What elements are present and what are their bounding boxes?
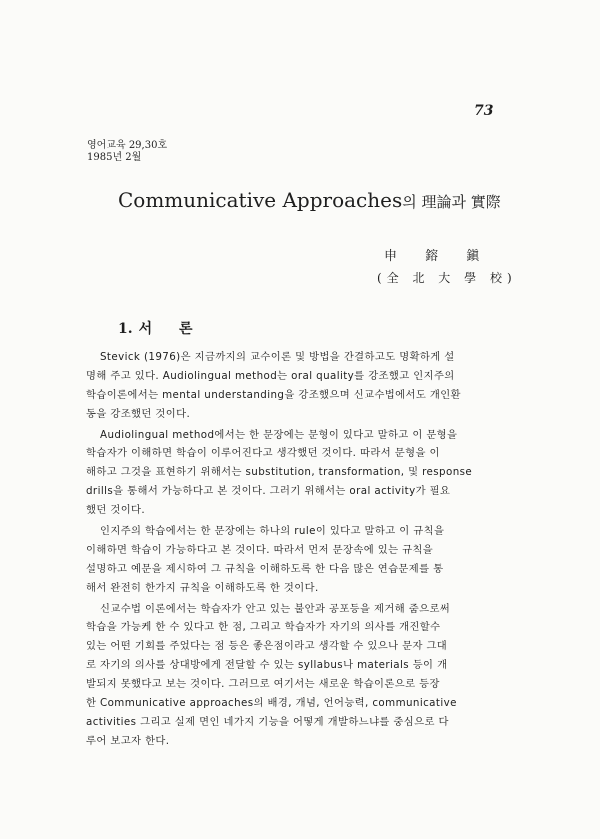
author-affiliation: (全 北 大 學 校): [377, 271, 517, 285]
body-line: 신교수법 이론에서는 학습자가 안고 있는 불안과 공포등을 제거해 줌으로써: [100, 602, 451, 615]
body-line: 루어 보고자 한다.: [86, 734, 170, 747]
body-line: 해서 완전히 한가지 규칙을 이해하도록 한 것이다.: [86, 581, 319, 594]
journal-name-issue: 영어교육 29,30호: [87, 140, 168, 151]
author-name: 申 鎔 鎭: [384, 249, 492, 264]
section-number: 1.: [118, 321, 133, 337]
body-text: [86, 348, 520, 751]
body-line: 학습을 가능케 한 수 있다고 한 점, 그리고 학습자가 자기의 의사를 개진할수: [86, 621, 441, 634]
body-line: 했던 것이다.: [86, 504, 146, 517]
body-line: Stevick (1976)은 지금까지의 교수이론 및 방법을 간결하고도 명확하게 설: [100, 351, 455, 363]
section-heading: [118, 318, 204, 338]
body-line: 설명하고 예문을 제시하여 그 규칙을 이해하도록 한 다음 많은 연습문제를 통: [86, 562, 444, 575]
body-line: 해하고 그것을 표현하기 위해서는 substitution, transformation, 및 response: [86, 466, 473, 479]
section-title: 서 론: [138, 321, 204, 337]
paper-title: [118, 188, 501, 212]
body-line: 학습이론에서는 mental understanding을 강조했으며 신교수법에서도 개인환: [86, 388, 461, 401]
body-line: activities 그리고 실제 면인 네가지 기능을 어떻게 개발하느냐를 중심으로 다: [86, 715, 449, 728]
body-line: 한 Communicative approaches의 배경, 개념, 언어능력, communicative: [86, 697, 457, 710]
body-line: 발되지 못했다고 보는 것이다. 그러므로 여기서는 새로운 학습이론으로 등장: [86, 678, 440, 691]
body-line: 로 자기의 의사를 상대방에게 전달할 수 있는 syllabus나 materials 등이 개: [86, 659, 448, 672]
body-line: 있는 어떤 기회를 주었다는 점 등은 좋은점이라고 생각할 수 있으나 문자 그대: [86, 640, 448, 653]
journal-date: 1985년 2월: [87, 152, 142, 163]
body-line: 인지주의 학습에서는 한 문장에는 하나의 rule이 있다고 말하고 이 규칙을: [100, 525, 445, 538]
body-line: 이해하면 학습이 가능하다고 본 것이다. 따라서 먼저 문장속에 있는 규칙을: [86, 543, 434, 556]
title-english: Communicative Approaches: [118, 188, 403, 212]
page-number: 73: [474, 103, 494, 119]
body-line: 학습자가 이해하면 학습이 이루어진다고 생각했던 것이다. 따라서 문형을 이: [86, 447, 440, 460]
body-line: 명해 주고 있다. Audiolingual method는 oral quality를 강조했고 인지주의: [86, 369, 455, 382]
body-line: drills을 통해서 가능하다고 본 것이다. 그러기 위해서는 oral activity가 필요: [86, 485, 451, 498]
journal-info: [87, 140, 167, 164]
body-line: Audiolingual method에서는 한 문장에는 문형이 있다고 말하고 이 문형을: [100, 428, 458, 441]
title-korean: 의 理論과 實際: [402, 193, 501, 211]
body-line: 동을 강조했던 것이다.: [86, 407, 191, 420]
